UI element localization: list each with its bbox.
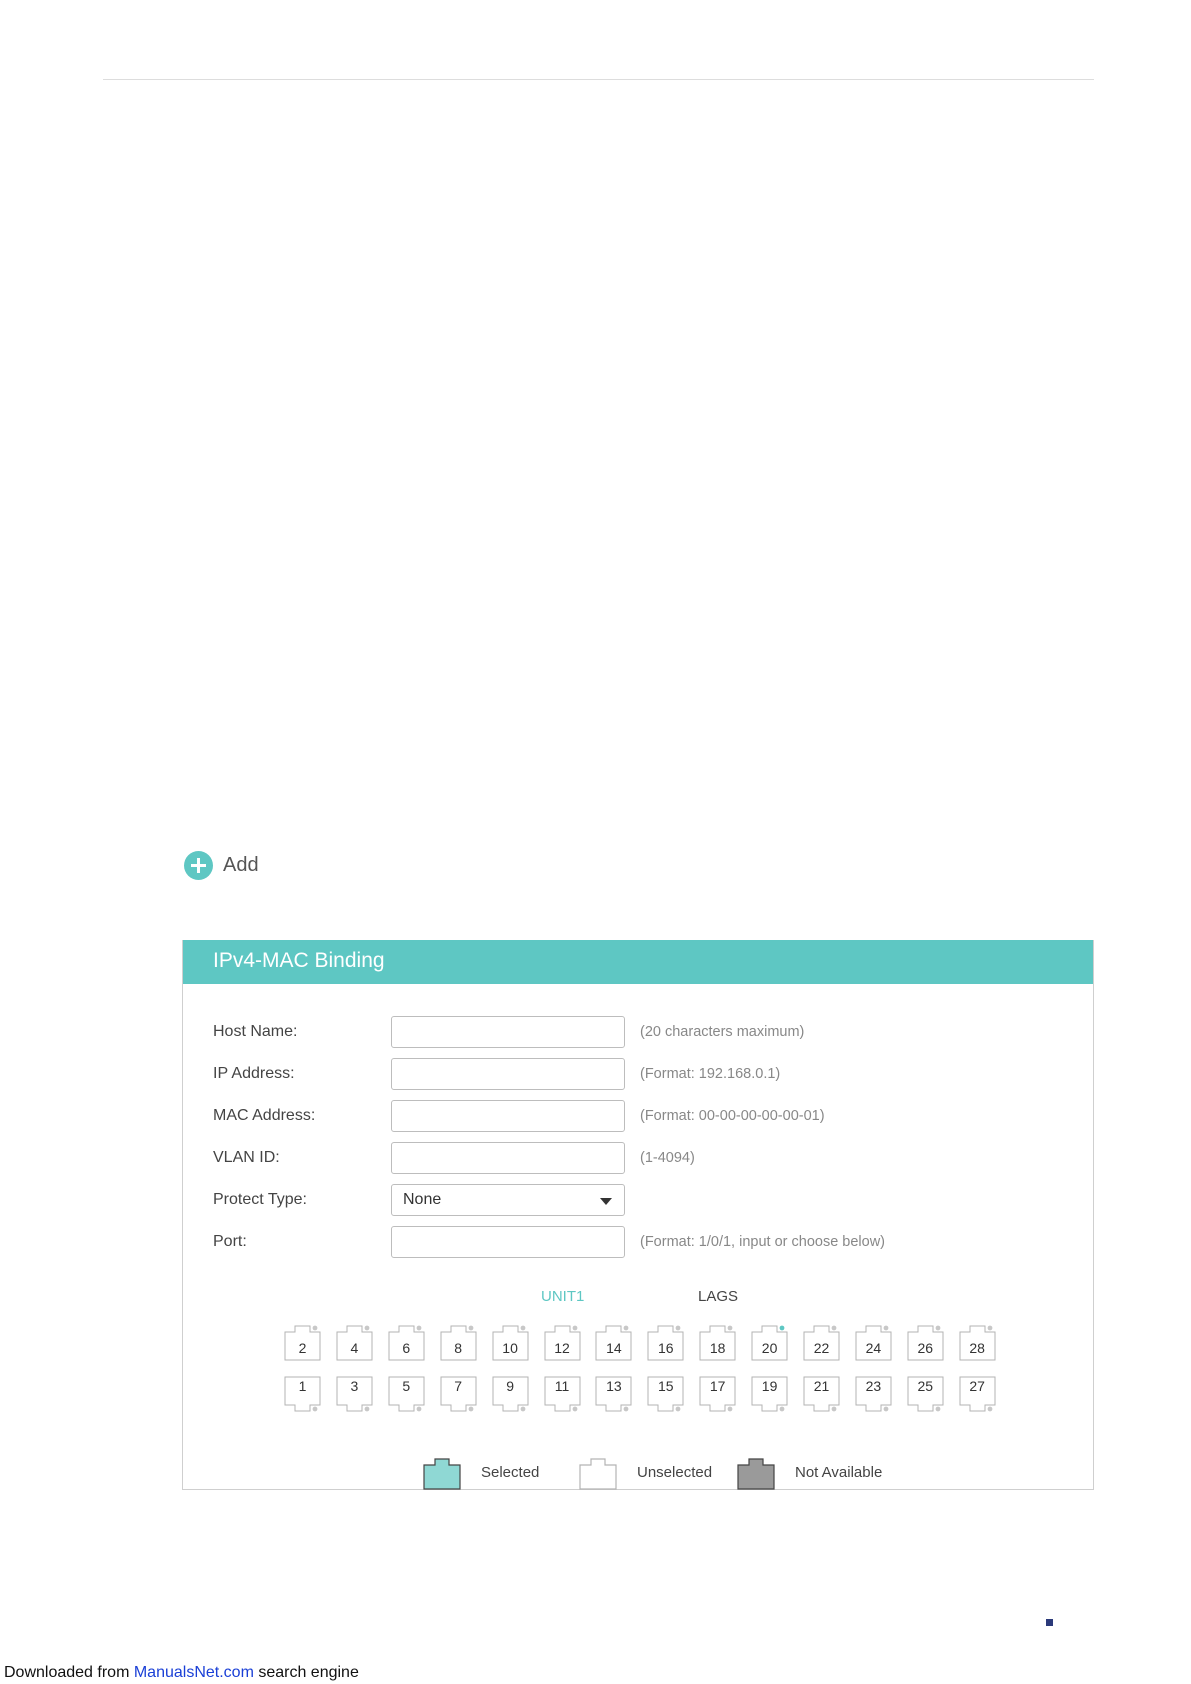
ip-address-hint: (Format: 192.168.0.1)	[640, 1066, 781, 1082]
port-status-dot	[883, 1326, 888, 1331]
port-status-dot	[520, 1407, 525, 1412]
port-27[interactable]	[959, 1376, 996, 1413]
tab-lags[interactable]: LAGS	[698, 1288, 739, 1305]
port-hint: (Format: 1/0/1, input or choose below)	[640, 1234, 886, 1250]
not-available-port-icon	[737, 1455, 775, 1490]
port-row	[213, 1226, 885, 1258]
port-number: 17	[709, 1378, 726, 1394]
port-status-dot	[364, 1407, 369, 1412]
port-status-dot	[572, 1407, 577, 1412]
ip-address-input[interactable]	[391, 1058, 625, 1090]
port-24[interactable]	[855, 1324, 892, 1361]
port-10[interactable]	[492, 1324, 529, 1361]
port-status-dot	[468, 1326, 473, 1331]
port-number: 8	[454, 1340, 463, 1356]
port-label: Port:	[213, 1233, 247, 1250]
ip-address-row	[213, 1058, 780, 1090]
port-22[interactable]	[803, 1324, 840, 1361]
port-status-dot	[313, 1326, 318, 1331]
port-number: 10	[502, 1340, 518, 1356]
selected-port-icon	[423, 1455, 461, 1490]
port-input[interactable]	[391, 1226, 625, 1258]
port-8[interactable]	[440, 1324, 477, 1361]
vlan-id-row	[213, 1142, 695, 1174]
port-number: 24	[865, 1340, 882, 1356]
port-20[interactable]	[751, 1324, 788, 1361]
port-status-dot	[832, 1407, 837, 1412]
port-status-dot	[987, 1326, 992, 1331]
port-number: 25	[917, 1378, 934, 1394]
port-1[interactable]	[284, 1376, 321, 1413]
port-status-dot	[416, 1407, 421, 1412]
port-status-dot	[883, 1407, 888, 1412]
port-status-dot	[572, 1326, 577, 1331]
mac-address-row	[213, 1100, 825, 1132]
page-marker	[1046, 1619, 1053, 1626]
port-status-dot	[676, 1326, 681, 1331]
port-17[interactable]	[699, 1376, 736, 1413]
port-status-dot	[624, 1326, 629, 1331]
port-11[interactable]	[544, 1376, 581, 1413]
port-number: 4	[350, 1340, 359, 1356]
port-status-dot	[676, 1407, 681, 1412]
port-7[interactable]	[440, 1376, 477, 1413]
chevron-down-icon	[600, 1198, 612, 1205]
port-6[interactable]	[388, 1324, 425, 1361]
port-status-dot	[364, 1326, 369, 1331]
vlan-id-hint: (1-4094)	[640, 1150, 695, 1166]
port-9[interactable]	[492, 1376, 529, 1413]
footer-prefix: Downloaded from	[4, 1664, 134, 1681]
port-number: 28	[969, 1340, 985, 1356]
port-number: 20	[761, 1340, 778, 1356]
port-14[interactable]	[595, 1324, 632, 1361]
port-number: 5	[402, 1378, 411, 1394]
port-number: 9	[506, 1378, 514, 1394]
mac-address-label: MAC Address:	[213, 1107, 316, 1124]
top-divider	[103, 79, 1094, 80]
protect-type-select[interactable]	[391, 1184, 625, 1216]
vlan-id-input[interactable]	[391, 1142, 625, 1174]
port-number: 18	[709, 1340, 726, 1356]
legend-not-available-label: Not Available	[795, 1464, 883, 1481]
port-number: 7	[454, 1378, 463, 1394]
port-number: 21	[813, 1378, 830, 1394]
footer-link[interactable]: ManualsNet.com	[133, 1664, 254, 1681]
port-status-dot	[416, 1326, 421, 1331]
port-2[interactable]	[284, 1324, 321, 1361]
port-number: 6	[402, 1340, 411, 1356]
footer	[4, 1664, 359, 1682]
port-19[interactable]	[751, 1376, 788, 1413]
plus-circle-icon	[184, 851, 213, 880]
port-status-dot	[935, 1326, 940, 1331]
mac-address-hint: (Format: 00-00-00-00-00-01)	[640, 1108, 825, 1124]
port-status-dot	[728, 1407, 733, 1412]
port-number: 12	[554, 1340, 570, 1356]
add-button[interactable]	[184, 850, 259, 880]
protect-type-label: Protect Type:	[213, 1191, 307, 1208]
port-status-dot	[832, 1326, 837, 1331]
port-23[interactable]	[855, 1376, 892, 1413]
add-label: Add	[223, 853, 259, 876]
host-name-hint: (20 characters maximum)	[640, 1024, 805, 1040]
port-number: 13	[606, 1378, 622, 1394]
tab-unit1[interactable]: UNIT1	[541, 1288, 585, 1305]
port-21[interactable]	[803, 1376, 840, 1413]
port-13[interactable]	[595, 1376, 632, 1413]
port-18[interactable]	[699, 1324, 736, 1361]
port-status-dot	[780, 1326, 785, 1331]
panel-title: IPv4-MAC Binding	[183, 940, 1093, 984]
port-status-dot	[728, 1326, 733, 1331]
port-status-dot	[780, 1407, 785, 1412]
port-status-dot	[520, 1326, 525, 1331]
host-name-label: Host Name:	[213, 1023, 298, 1040]
port-number: 19	[761, 1378, 778, 1394]
port-25[interactable]	[907, 1376, 944, 1413]
ip-address-label: IP Address:	[213, 1065, 295, 1082]
port-status-dot	[624, 1407, 629, 1412]
port-4[interactable]	[336, 1324, 373, 1361]
ipv4-mac-binding-panel	[182, 940, 1094, 1490]
port-number: 23	[865, 1378, 882, 1394]
port-number: 15	[658, 1378, 674, 1394]
port-28[interactable]	[959, 1324, 996, 1361]
port-3[interactable]	[336, 1376, 373, 1413]
port-15[interactable]	[647, 1376, 684, 1413]
legend-selected-label: Selected	[481, 1464, 540, 1481]
vlan-id-label: VLAN ID:	[213, 1149, 280, 1166]
port-number: 11	[554, 1378, 570, 1394]
port-status-dot	[935, 1407, 940, 1412]
port-26[interactable]	[907, 1324, 944, 1361]
port-number: 14	[606, 1340, 622, 1356]
port-status-dot	[987, 1407, 992, 1412]
port-number: 1	[298, 1378, 307, 1394]
port-number: 16	[658, 1340, 674, 1356]
port-number: 3	[350, 1378, 359, 1394]
port-number: 22	[813, 1340, 830, 1356]
host-name-input[interactable]	[391, 1016, 625, 1048]
port-number: 2	[298, 1340, 307, 1356]
port-12[interactable]	[544, 1324, 581, 1361]
unselected-port-icon	[579, 1455, 617, 1490]
port-status-dot	[313, 1407, 318, 1412]
host-name-row	[213, 1016, 804, 1048]
port-status-dot	[468, 1407, 473, 1412]
protect-type-row	[213, 1184, 625, 1216]
port-5[interactable]	[388, 1376, 425, 1413]
footer-suffix: search engine	[253, 1664, 359, 1681]
port-number: 27	[969, 1378, 985, 1394]
legend-unselected-label: Unselected	[637, 1464, 713, 1481]
protect-type-value: None	[403, 1191, 442, 1208]
port-16[interactable]	[647, 1324, 684, 1361]
mac-address-input[interactable]	[391, 1100, 625, 1132]
port-number: 26	[917, 1340, 934, 1356]
